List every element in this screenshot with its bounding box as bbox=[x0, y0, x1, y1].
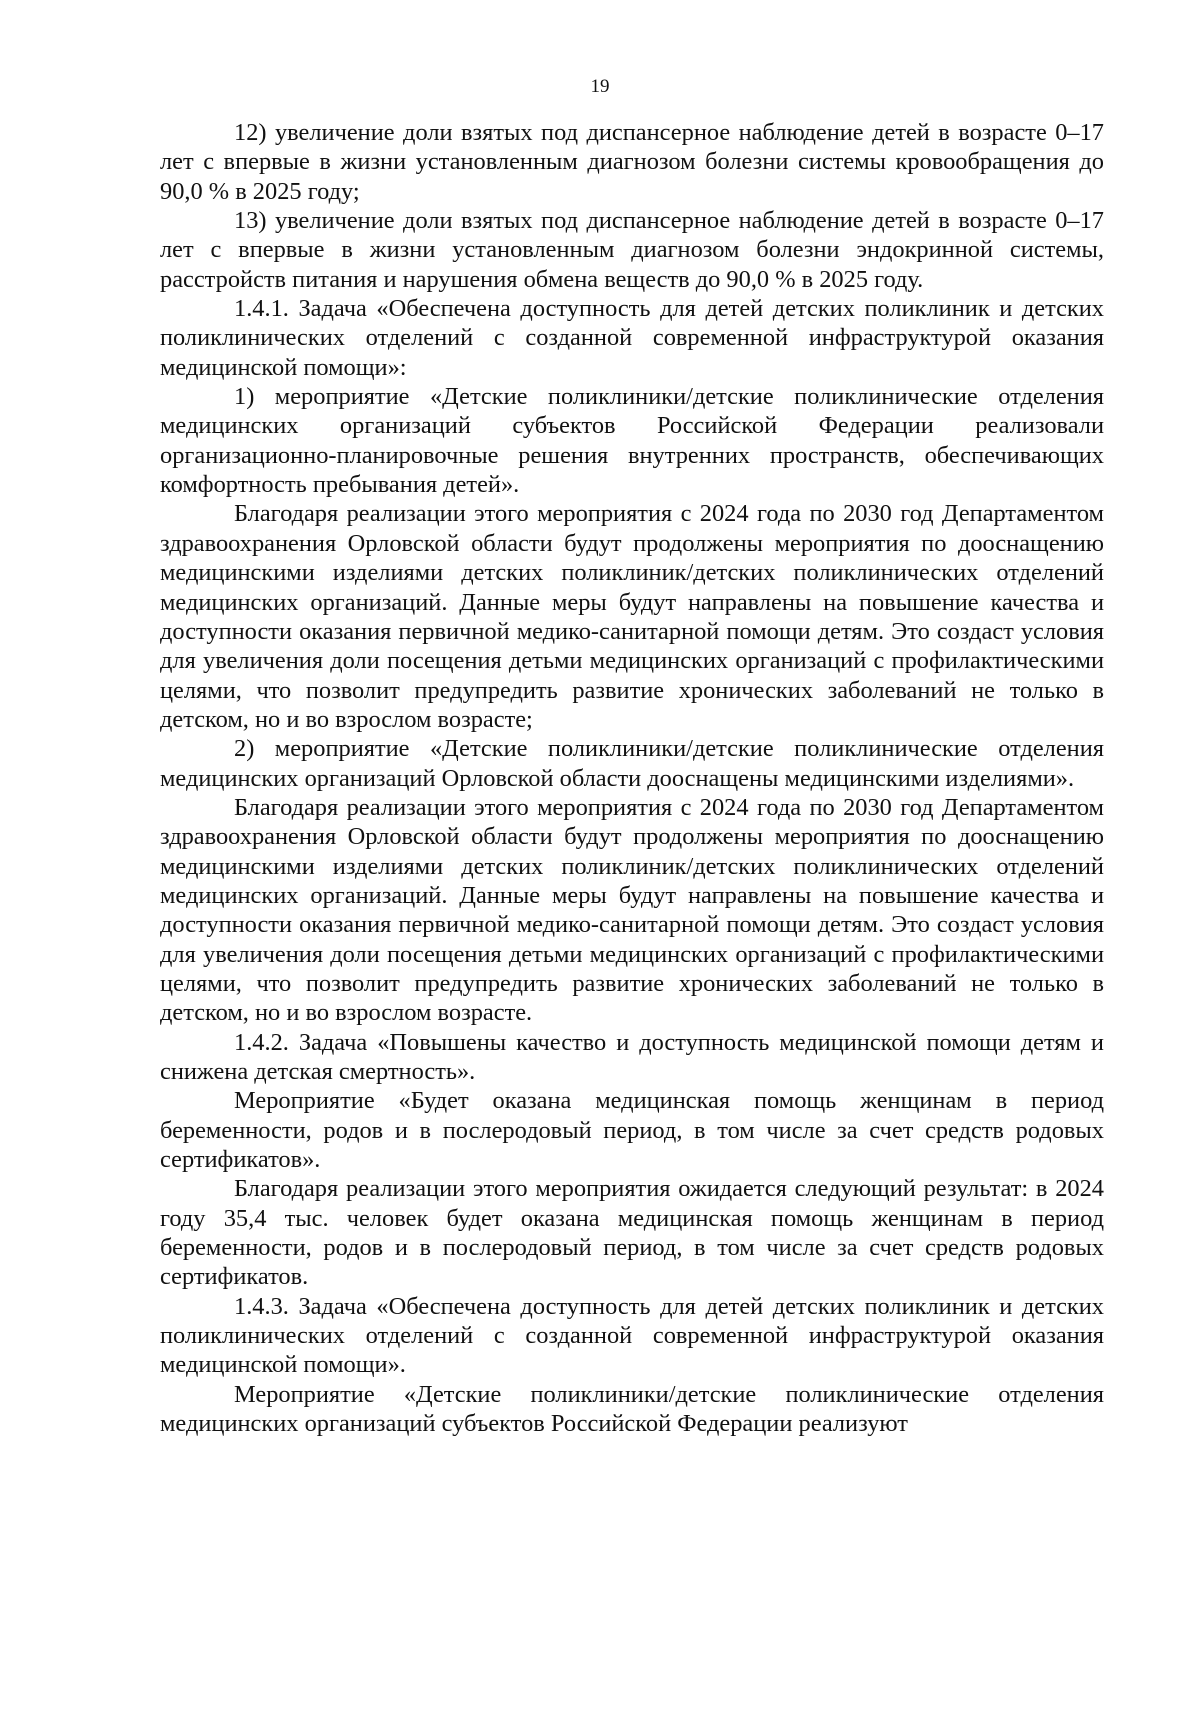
paragraph: 2) мероприятие «Детские поликлиники/детские поликлинические отделения медицинских организаций Орловской области дооснащены медицинскими изделиями». bbox=[160, 735, 1104, 792]
paragraph: Мероприятие «Детские поликлиники/детские поликлинические отделения медицинских организаций субъектов Российской Федерации реализуют bbox=[160, 1380, 1104, 1438]
paragraph: Мероприятие «Будет оказана медицинская помощь женщинам в период беременности, родов и в послеродовый период, в том числе за счет средств родовых сертификатов». bbox=[160, 1087, 1104, 1174]
paragraph: 1) мероприятие «Детские поликлиники/детские поликлинические отделения медицинских организаций субъектов Российской Федерации реализовали организационно-планировочные решения внутренних пространств, обеспечивающих комфортность пребывания детей». bbox=[160, 383, 1104, 499]
paragraph: 13) увеличение доли взятых под диспансерное наблюдение детей в возрасте 0–17 лет с впервые в жизни установленным диагнозом болезни эндокринной системы, расстройств питания и нарушения обмена веществ до 90,0 % в 2025 году. bbox=[160, 207, 1104, 293]
document-body bbox=[160, 118, 1104, 1438]
paragraph: Благодаря реализации этого мероприятия с 2024 года по 2030 год Департаментом здравоохранения Орловской области будут продолжены мероприятия по дооснащению медицинскими изделиями детских поликлиник/детских поликлинических отделений медицинских организаций. Данные меры будут направлены на повышение качества и доступности оказания первичной медико-санитарной помощи детям. Это создаст условия для увеличения доли посещения детьми медицинских организаций с профилактическими целями, что позволит предупредить развитие хронических заболеваний не только в детском, но и во взрослом возрасте; bbox=[160, 500, 1104, 733]
page-number: 19 bbox=[590, 76, 610, 97]
paragraph: 1.4.1. Задача «Обеспечена доступность для детей детских поликлиник и детских поликлинических отделений с созданной современной инфраструктурой оказания медицинской помощи»: bbox=[160, 295, 1104, 381]
paragraph: 1.4.3. Задача «Обеспечена доступность для детей детских поликлиник и детских поликлинических отделений с созданной современной инфраструктурой оказания медицинской помощи». bbox=[160, 1292, 1104, 1379]
paragraph: 12) увеличение доли взятых под диспансерное наблюдение детей в возрасте 0–17 лет с впервые в жизни установленным диагнозом болезни системы кровообращения до 90,0 % в 2025 году; bbox=[160, 119, 1104, 205]
paragraph: 1.4.2. Задача «Повышены качество и доступность медицинской помощи детям и снижена детская смертность». bbox=[160, 1028, 1104, 1085]
paragraph: Благодаря реализации этого мероприятия с 2024 года по 2030 год Департаментом здравоохранения Орловской области будут продолжены мероприятия по дооснащению медицинскими изделиями детских поликлиник/детских поликлинических отделений медицинских организаций. Данные меры будут направлены на повышение качества и доступности оказания первичной медико-санитарной помощи детям. Это создаст условия для увеличения доли посещения детьми медицинских организаций с профилактическими целями, что позволит предупредить развитие хронических заболеваний не только в детском, но и во взрослом возрасте. bbox=[160, 793, 1104, 1027]
paragraph: Благодаря реализации этого мероприятия ожидается следующий результат: в 2024 году 35,4 тыс. человек будет оказана медицинская помощь женщинам в период беременности, родов и в послеродовый период, в том числе за счет средств родовых сертификатов. bbox=[160, 1175, 1104, 1291]
